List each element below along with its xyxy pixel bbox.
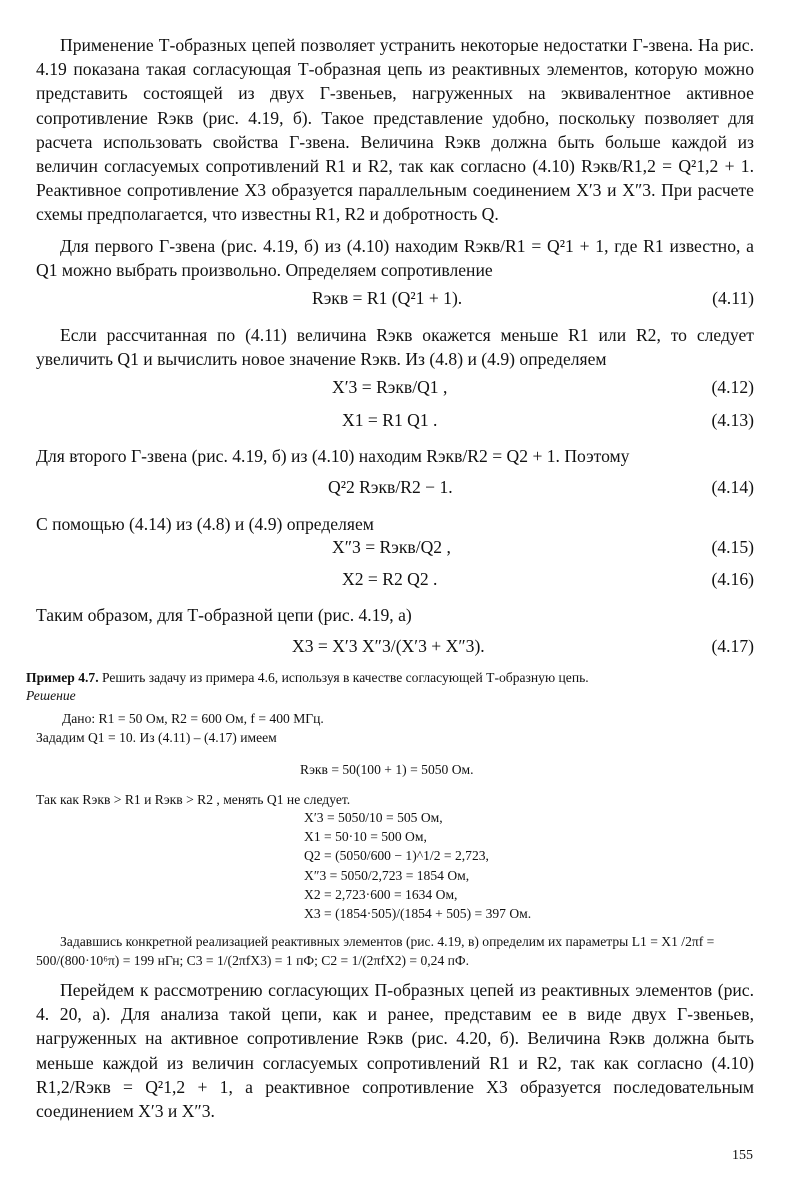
example-statement xyxy=(26,668,754,687)
page-number: 155 xyxy=(732,1148,753,1163)
example-result-line: X2 = 2,723·600 = 1634 Ом, xyxy=(304,887,458,902)
paragraph-t-network-result: Таким образом, для Т-образной цепи (рис. 4.19, а) xyxy=(36,605,412,625)
equation-4-14 xyxy=(36,477,754,503)
example-condition: Так как Rэкв > R1 и Rэкв > R2 , менять Q1 не следует. xyxy=(36,792,351,807)
example-result-line: X″3 = 5050/2,723 = 1854 Ом, xyxy=(304,868,470,883)
equation-number: (4.11) xyxy=(712,288,754,308)
paragraph-second-l-section: Для второго Г-звена (рис. 4.19, б) из (4.10) находим Rэкв/R2 = Q2 + 1. Поэтому xyxy=(36,446,630,466)
example-title: Пример 4.7. xyxy=(26,670,99,685)
equation-formula: X′3 = Rэкв/Q1 , xyxy=(332,377,448,397)
paragraph-check-req: Если рассчитанная по (4.11) величина Rэкв окажется меньше R1 или R2, то следует увеличить Q1 и вычислить новое значение Rэкв. Из (4.8) и (4.9) определяем xyxy=(36,325,754,370)
equation-number: (4.15) xyxy=(711,537,754,557)
example-conclusion: Задавшись конкретной реализацией реактивных элементов (рис. 4.19, в) определим их параметры L1 = X1 /2πf = 500/(800·10⁶π) = 199 нГн; C3 = 1/(2πfX3) = 1 пФ; C2 = 1/(2πfX2) = 0,24 пФ. xyxy=(36,934,715,968)
paragraph-t-network-intro: Применение Т-образных цепей позволяет устранить некоторые недостатки Г-звена. На рис. 4.19 показана такая согласующая Т-образная цепь из реактивных элементов, которую можно представить состоящей из двух Г-звеньев, нагруженных на эквивалентное активное сопротивление Rэкв (рис. 4.19, б). Такое представление удобно, поскольку позволяет для расчета использовать свойства Г-звена. Величина Rэкв должна быть больше каждой из величин согласуемых сопротивлений R1 и R2, так как согласно (4.10) Rэкв/R1,2 = Q²1,2 + 1. Реактивное сопротивление X3 образуется параллельным соединением X′3 и X″3. При расчете схемы предполагается, что известны R1, R2 и добротность Q. xyxy=(36,35,754,225)
equation-number: (4.17) xyxy=(711,636,754,656)
example-result-line: X1 = 50·10 = 500 Ом, xyxy=(304,829,427,844)
equation-formula: X″3 = Rэкв/Q2 , xyxy=(332,537,451,557)
example-result-line: X′3 = 5050/10 = 505 Ом, xyxy=(304,810,443,825)
example-result-line: Q2 = (5050/600 − 1)^1/2 = 2,723, xyxy=(304,848,489,863)
equation-4-17 xyxy=(36,636,754,662)
equation-4-15 xyxy=(36,537,754,563)
equation-number: (4.13) xyxy=(711,410,754,430)
equation-formula: Q²2 Rэкв/R2 − 1. xyxy=(328,477,453,497)
equation-number: (4.16) xyxy=(711,569,754,589)
example-req-result: Rэкв = 50(100 + 1) = 5050 Ом. xyxy=(300,762,474,777)
equation-formula: X2 = R2 Q2 . xyxy=(342,569,438,589)
example-setup: Зададим Q1 = 10. Из (4.11) – (4.17) имеем xyxy=(36,730,277,745)
equation-4-16 xyxy=(36,569,754,595)
equation-formula: X1 = R1 Q1 . xyxy=(342,410,438,430)
paragraph-using-4-14: С помощью (4.14) из (4.8) и (4.9) определяем xyxy=(36,514,374,534)
equation-number: (4.12) xyxy=(711,377,754,397)
paragraph-pi-network: Перейдем к рассмотрению согласующих П-образных цепей из реактивных элементов (рис. 4. 20, а). Для анализа такой цепи, как и ранее, представим ее в виде двух Г-звеньев, нагруженных на активное сопротивление Rэкв (рис. 4.20, б). Величина Rэкв должна быть меньше каждой из величин согласуемых сопротивлений R1 и R2, так как согласно (4.10) R1,2/Rэкв = Q²1,2 + 1, а реактивное сопротивление X3 образуется последовательным соединением X′3 и X″3. xyxy=(36,980,754,1122)
example-result-line: X3 = (1854·505)/(1854 + 505) = 397 Ом. xyxy=(304,906,532,921)
equation-4-13 xyxy=(36,410,754,436)
equation-4-11 xyxy=(36,288,754,314)
equation-number: (4.14) xyxy=(711,477,754,497)
example-given: Дано: R1 = 50 Ом, R2 = 600 Ом, f = 400 МГц. xyxy=(62,711,324,726)
example-text: Решить задачу из примера 4.6, используя в качестве согласующей Т-образную цепь. xyxy=(102,670,589,685)
equation-formula: X3 = X′3 X″3/(X′3 + X″3). xyxy=(292,636,485,656)
paragraph-first-l-section: Для первого Г-звена (рис. 4.19, б) из (4.10) находим Rэкв/R1 = Q²1 + 1, где R1 известно, а Q1 можно выбрать произвольно. Определяем сопротивление xyxy=(36,236,754,281)
solution-label: Решение xyxy=(26,688,76,703)
equation-4-12 xyxy=(36,377,754,403)
equation-formula: Rэкв = R1 (Q²1 + 1). xyxy=(312,288,463,308)
